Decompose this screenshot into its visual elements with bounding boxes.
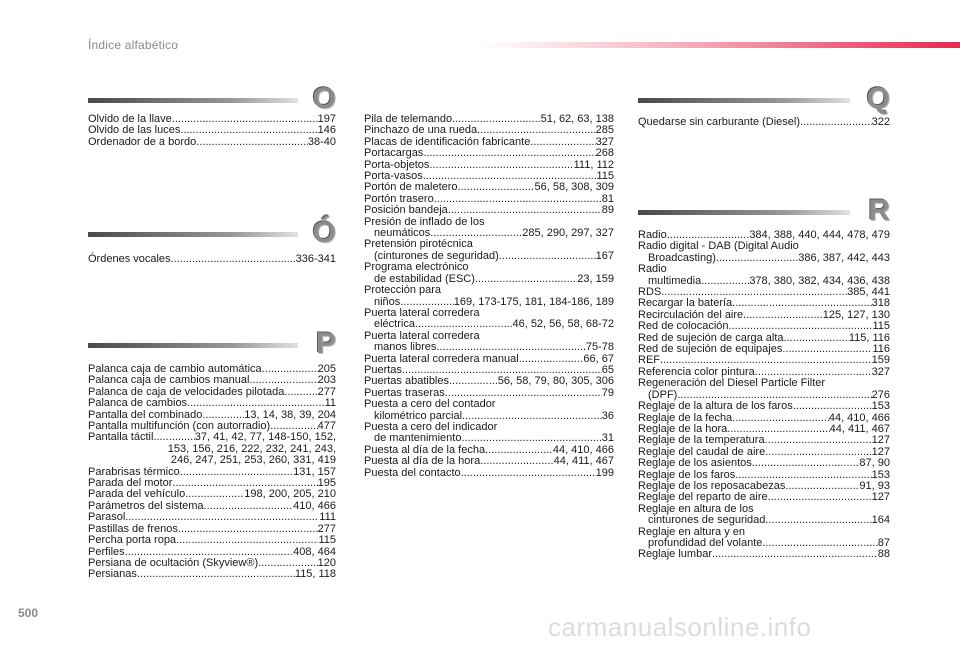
watermark: carmanualsonline.info [548, 612, 812, 642]
entry-leader-dots [480, 456, 553, 467]
entry-term: Reglaje lumbar [638, 548, 712, 561]
entry-term: Red de sujeción de equipajes [638, 343, 783, 356]
index-entry [88, 535, 336, 546]
section-header-p [88, 327, 336, 363]
entry-leader-dots [415, 319, 513, 330]
index-list-r [638, 230, 890, 561]
entry-term: Parada del vehículo [88, 488, 186, 501]
entry-term: Parasol [88, 511, 126, 524]
entry-pages: 205 [317, 363, 336, 375]
entry-pages: 56, 58, 79, 80, 305, 306 [497, 375, 614, 388]
entry-heading: Programa electrónico [364, 261, 469, 274]
entry-pages: 75-78 [585, 341, 614, 354]
entry-term: (DPF) [648, 388, 678, 401]
index-entry [638, 527, 890, 550]
section-rule [88, 232, 298, 237]
index-entry [364, 285, 614, 308]
index-entry [638, 504, 890, 527]
entry-term: Pinchazo de una rueda [364, 124, 478, 137]
entry-term: niños [374, 295, 401, 308]
section-rule [638, 210, 850, 215]
index-entry [364, 239, 614, 262]
entry-pages: 115 [596, 170, 614, 183]
index-entry [638, 344, 890, 355]
entry-pages: 169, 173-175, 181, 184-186, 189 [453, 295, 614, 308]
index-entry [364, 422, 614, 445]
entry-leader-dots [768, 492, 872, 503]
header-accent-bar [480, 42, 960, 48]
entry-term: REF [638, 354, 660, 367]
entry-leader-dots [204, 501, 294, 512]
entry-term: Recargar la batería [638, 297, 733, 310]
entry-pages: 88 [877, 548, 890, 561]
entry-leader-dots [187, 398, 325, 409]
entry-pages: 277 [317, 385, 336, 398]
entry-term: Radio [638, 229, 667, 241]
entry-pages: 246, 247, 251, 253, 260, 331, 419 [170, 454, 336, 467]
index-entry [638, 321, 890, 332]
entry-leader-dots [458, 182, 535, 193]
entry-pages: 31 [601, 432, 614, 445]
entry-term: Perfiles [88, 545, 125, 558]
index-entry [638, 435, 890, 446]
index-entry [638, 401, 890, 412]
index-entry [364, 456, 614, 467]
page-number: 500 [18, 606, 39, 620]
entry-pages: 23, 159 [577, 272, 614, 285]
entry-term: Reglaje del caudal de aire [638, 445, 766, 458]
entry-pages: 203 [317, 374, 336, 387]
section-header-r [638, 194, 890, 230]
entry-leader-dots [765, 447, 871, 458]
entry-pages: 199 [595, 466, 614, 479]
entry-heading: Reglaje en altura de los [638, 502, 754, 515]
entry-leader-dots [196, 137, 308, 148]
entry-term: neumáticos [374, 227, 431, 240]
index-entry [638, 117, 890, 128]
index-entry [364, 148, 614, 159]
entry-term: Olvido de la llave [88, 113, 172, 125]
entry-pages: 116 [872, 343, 890, 356]
section-letter-r: R [868, 194, 890, 227]
index-entry [88, 512, 336, 523]
entry-term: Portón de maletero [364, 181, 458, 194]
entry-term: cinturones de seguridad [648, 514, 766, 527]
entry-pages: 87, 90 [859, 457, 890, 470]
section-header-o-acute [88, 216, 336, 252]
entry-term: Puertas [364, 363, 402, 376]
entry-pages: 13, 14, 38, 39, 204 [244, 408, 336, 421]
index-entry [638, 549, 890, 560]
entry-pages: 79 [601, 386, 614, 399]
entry-leader-dots [180, 125, 317, 136]
entry-term: Pantalla táctil [88, 431, 154, 444]
entry-leader-dots [800, 117, 872, 128]
index-entry [364, 331, 614, 354]
entry-pages: 127 [871, 434, 890, 447]
entry-term: Puesta del contacto [364, 466, 461, 479]
entry-leader-dots [729, 321, 873, 332]
entry-leader-dots [423, 148, 595, 159]
entry-pages: 91, 93 [859, 479, 890, 492]
entry-leader-dots [178, 524, 318, 535]
entry-leader-dots [461, 468, 596, 479]
entry-pages: 159 [871, 354, 890, 367]
entry-heading: Puesta a cero del indicador [364, 420, 498, 433]
entry-term: Pastillas de frenos [88, 522, 178, 535]
entry-pages: 198, 200, 205, 210 [244, 488, 336, 501]
entry-term: Red de sujeción de carga alta [638, 331, 784, 344]
entry-term: Reglaje de la hora [638, 422, 728, 435]
entry-pages: 115 [872, 320, 890, 333]
index-entry [364, 205, 614, 216]
entry-term: Pantalla multifunción (con autorradio) [88, 420, 271, 433]
entry-pages: 51, 62, 63, 138 [540, 113, 614, 125]
entry-term: Reglaje de los asientos [638, 457, 752, 470]
entry-leader-dots [284, 387, 317, 398]
section-rule [638, 98, 850, 103]
entry-pages: 195 [317, 477, 336, 490]
entry-leader-dots [743, 310, 823, 321]
entry-heading: Radio digital - DAB (Digital Audio [638, 240, 799, 253]
entry-heading: Puerta lateral corredera [364, 329, 480, 342]
entry-leader-dots [701, 276, 749, 287]
entry-term: Reglaje de los reposacabezas [638, 479, 786, 492]
entry-term: RDS [638, 286, 662, 299]
entry-term: Órdenes vocales [88, 253, 171, 265]
index-entry [364, 468, 614, 479]
entry-leader-dots [793, 401, 872, 412]
entry-term: Parada del motor [88, 477, 173, 490]
entry-term: Portacargas [364, 147, 424, 160]
entry-term: Reglaje del reparto de aire [638, 491, 768, 504]
entry-pages: 318 [871, 297, 890, 310]
index-entry [638, 458, 890, 469]
entry-pages: 197 [317, 113, 336, 125]
index-entry [638, 378, 890, 401]
entry-pages: 384, 388, 440, 444, 478, 479 [749, 229, 890, 241]
entry-pages: 322 [871, 116, 890, 128]
index-list-p-middle [364, 114, 614, 479]
entry-pages: 81 [601, 192, 614, 205]
index-entry [88, 501, 336, 512]
entry-leader-dots [448, 205, 602, 216]
entry-leader-dots [752, 458, 860, 469]
entry-leader-dots [732, 413, 829, 424]
entry-pages: 146 [317, 124, 336, 137]
entry-term: Porta-vasos [364, 170, 423, 183]
entry-leader-dots [429, 160, 573, 171]
entry-pages: 11 [324, 397, 336, 410]
entry-heading: Protección para [364, 284, 442, 297]
entry-pages: 153 [871, 400, 890, 413]
entry-leader-dots [137, 569, 295, 580]
entry-term: manos libres [374, 341, 437, 354]
entry-leader-dots [530, 137, 595, 148]
section-letter-p: P [315, 327, 336, 360]
index-entry [638, 264, 890, 287]
entry-pages: 276 [871, 388, 890, 401]
entry-pages: 44, 410, 466 [828, 411, 890, 424]
index-list-o-acute [88, 254, 336, 265]
entry-leader-dots [784, 333, 849, 344]
index-entry [88, 398, 336, 409]
entry-leader-dots [499, 251, 596, 262]
entry-heading: Pretensión pirotécnica [364, 238, 473, 251]
entry-term: Broadcasting) [648, 251, 716, 264]
entry-term: Ordenador de a bordo [88, 135, 197, 148]
entry-leader-dots [436, 342, 586, 353]
entry-leader-dots [449, 376, 498, 387]
entry-term: Puesta al día de la hora [364, 455, 481, 468]
entry-pages: 386, 387, 442, 443 [798, 251, 890, 264]
entry-leader-dots [176, 535, 318, 546]
entry-term: Reglaje de la altura de los faros [638, 400, 793, 413]
entry-term: (cinturones de seguridad) [374, 249, 499, 262]
entry-pages: 408, 464 [293, 545, 336, 558]
entry-leader-dots [475, 274, 577, 285]
entry-term: Persiana de ocultación (Skyview®) [88, 556, 259, 569]
entry-pages: 111, 112 [573, 158, 614, 171]
header-title: Índice alfabético [88, 38, 179, 52]
entry-pages: 385, 441 [847, 286, 890, 299]
entry-term: Percha porta ropa [88, 534, 177, 547]
entry-pages: 36 [601, 409, 614, 422]
entry-term: Parámetros del sistema [88, 499, 204, 512]
index-entry [364, 399, 614, 422]
entry-term: Recirculación del aire [638, 308, 744, 321]
entry-row [638, 515, 890, 526]
entry-term: de estabilidad (ESC) [374, 272, 475, 285]
entry-pages: 115 [318, 534, 336, 547]
entry-pages: 44, 411, 467 [829, 422, 890, 435]
entry-term: Quedarse sin carburante (Diesel) [638, 116, 801, 128]
entry-leader-dots [172, 114, 318, 125]
index-entry [88, 137, 336, 148]
entry-term: multimedia [648, 274, 702, 287]
entry-pages: 336-341 [295, 253, 336, 265]
entry-pages: 127 [871, 491, 890, 504]
entry-pages: 167 [595, 249, 614, 262]
entry-term: kilométrico parcial [374, 409, 463, 422]
entry-term: Persianas [88, 568, 137, 581]
entry-pages: 153 [871, 468, 890, 481]
entry-pages: 111 [319, 511, 336, 524]
entry-pages: 327 [871, 365, 890, 378]
entry-pages: 89 [601, 204, 614, 217]
section-letter-q: Q [866, 82, 890, 115]
entry-leader-dots [125, 512, 319, 523]
entry-pages: 164 [871, 514, 890, 527]
entry-term: Puertas traseras [364, 386, 445, 399]
entry-row [364, 319, 614, 330]
entry-heading: Radio [638, 263, 667, 276]
entry-term: Posición bandeja [364, 204, 448, 217]
entry-term: Red de colocación [638, 320, 729, 333]
entry-term: Reglaje de la temperatura [638, 434, 765, 447]
entry-leader-dots [762, 538, 877, 549]
index-entry [364, 308, 614, 331]
index-entry [364, 217, 614, 240]
entry-heading: Regeneración del Diesel Particle Filter [638, 377, 826, 390]
entry-pages: 127 [871, 445, 890, 458]
index-entry-continuation [88, 455, 336, 466]
index-list-o [88, 114, 336, 148]
index-entry [638, 241, 890, 264]
entry-pages: 131, 157 [293, 465, 336, 478]
index-entry [88, 254, 336, 265]
entry-term: Reglaje de la fecha [638, 411, 733, 424]
entry-term: Portón trasero [364, 192, 434, 205]
entry-pages: 37, 41, 42, 77, 148-150, 152, [194, 431, 336, 444]
entry-term: Puerta lateral corredera manual [364, 352, 519, 365]
entry-leader-dots [485, 445, 553, 456]
entry-heading: Puesta a cero del contador [364, 398, 496, 411]
entry-leader-dots [262, 364, 318, 375]
entry-pages: 65 [601, 363, 614, 376]
entry-term: Referencia color pintura [638, 365, 755, 378]
entry-term: Placas de identificación fabricante [364, 135, 531, 148]
entry-term: eléctrica [374, 318, 415, 331]
entry-leader-dots [171, 254, 296, 265]
entry-pages: 285 [595, 124, 614, 137]
entry-pages: 477 [317, 420, 336, 433]
entry-heading: Presión de inflado de los [364, 215, 485, 228]
entry-term: Parabrisas térmico [88, 465, 180, 478]
section-letter-o-acute: Ó [312, 216, 336, 249]
entry-pages: 378, 380, 382, 434, 436, 438 [749, 274, 890, 287]
entry-pages: 115, 118 [294, 568, 336, 581]
entry-term: Pila de telemando [364, 113, 453, 125]
index-list-p-left [88, 364, 336, 581]
entry-pages: 46, 52, 56, 58, 68-72 [512, 318, 614, 331]
entry-term: Reglaje de los faros [638, 468, 736, 481]
entry-term: profundidad del volante [648, 536, 763, 549]
entry-pages: 277 [317, 522, 336, 535]
entry-pages: 120 [317, 556, 336, 569]
section-header-q [638, 82, 890, 118]
entry-leader-dots [782, 344, 872, 355]
entry-row [638, 253, 890, 264]
entry-term: Palanca de cambios [88, 397, 188, 410]
index-entry [88, 569, 336, 580]
index-entry [364, 262, 614, 285]
section-rule [88, 343, 298, 348]
entry-term: Palanca caja de cambio automática [88, 363, 262, 375]
entry-leader-dots [180, 467, 293, 478]
entry-pages: 115, 116 [848, 331, 890, 344]
entry-heading: Reglaje en altura y en [638, 525, 746, 538]
entry-pages: 56, 58, 308, 309 [534, 181, 614, 194]
entry-leader-dots [716, 253, 798, 264]
entry-pages: 410, 466 [293, 499, 336, 512]
entry-pages: 38-40 [307, 135, 336, 148]
entry-row [364, 342, 614, 353]
entry-term: Puesta al día de la fecha [364, 443, 486, 456]
entry-pages: 327 [595, 135, 614, 148]
entry-pages: 66, 67 [583, 352, 614, 365]
entry-pages: 44, 411, 467 [553, 455, 614, 468]
entry-term: Puertas abatibles [364, 375, 449, 388]
entry-pages: 125, 127, 130 [822, 308, 890, 321]
section-rule [88, 98, 298, 103]
entry-term: de mantenimiento [374, 432, 462, 445]
entry-pages: 44, 410, 466 [552, 443, 614, 456]
entry-term: Pantalla del combinado [88, 408, 203, 421]
entry-pages: 87 [877, 536, 890, 549]
entry-pages: 153, 156, 216, 222, 232, 241, 243, [167, 442, 336, 455]
section-letter-o: O [312, 82, 336, 115]
entry-leader-dots [765, 515, 871, 526]
entry-leader-dots [712, 549, 878, 560]
entry-pages: 285, 290, 297, 327 [522, 227, 614, 240]
entry-term: Palanca de caja de velocidades pilotada [88, 385, 285, 398]
entry-leader-dots [434, 194, 602, 205]
entry-pages: 268 [595, 147, 614, 160]
entry-leader-dots [785, 481, 859, 492]
entry-term: Palanca caja de cambios manual [88, 374, 250, 387]
index-list-q [638, 117, 890, 128]
entry-heading: Puerta lateral corredera [364, 306, 480, 319]
entry-term: Olvido de las luces [88, 124, 181, 137]
entry-leader-dots [765, 435, 872, 446]
entry-term: Porta-objetos [364, 158, 430, 171]
entry-leader-dots [519, 354, 584, 365]
